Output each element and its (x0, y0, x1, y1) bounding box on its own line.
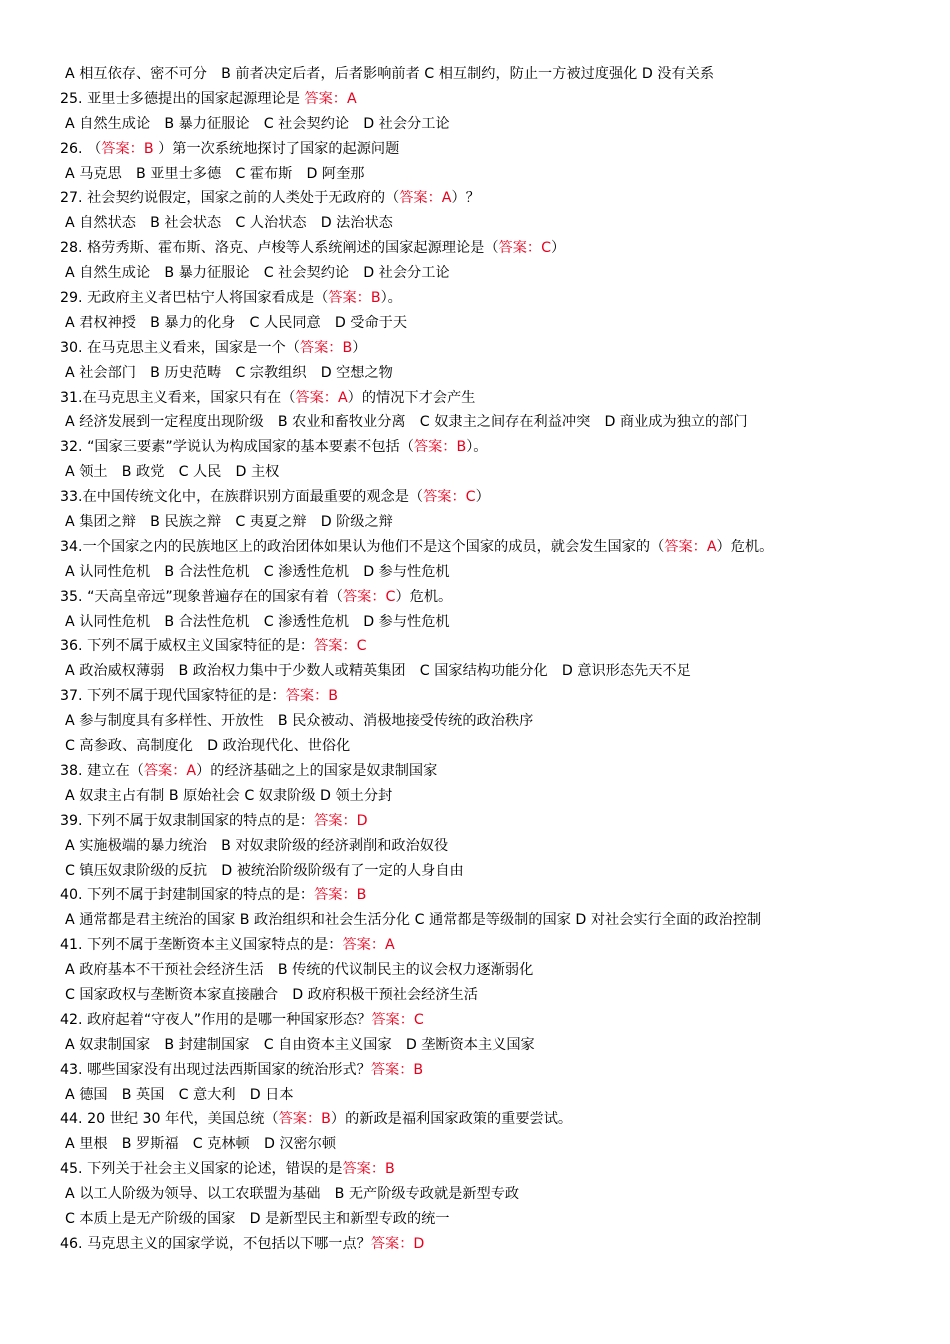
option-line (60, 734, 935, 759)
line-text: 33.在中国传统文化中，在族群识别方面最重要的观念是（ (60, 489, 424, 506)
line-text: 39. 下列不属于奴隶制国家的特点的是： (60, 812, 315, 829)
option-line (60, 859, 935, 884)
line-text: A 政府基本不干预社会经济生活 B 传统的代议制民主的议会权力逐渐弱化 (65, 962, 534, 979)
line-text: 29. 无政府主义者巴枯宁人将国家看成是（ (60, 290, 329, 307)
line-text: C 镇压奴隶阶级的反抗 D 被统治阶级阶级有了一定的人身自由 (65, 862, 464, 879)
line-text: 43. 哪些国家没有出现过法西斯国家的统治形式？ (60, 1061, 371, 1078)
answer-text: 答案：A (664, 538, 717, 555)
line-text: ）。 (466, 439, 488, 456)
line-text: A 君权神授 B 暴力的化身 C 人民同意 D 受命于天 (65, 314, 408, 331)
line-text: ）危机。 (395, 588, 453, 605)
question-line (60, 634, 935, 659)
line-text: A 集团之辩 B 民族之辩 C 夷夏之辩 D 阶级之辩 (65, 514, 393, 531)
line-text: ）的情况下才会产生 (347, 389, 476, 406)
question-line (60, 883, 935, 908)
option-line (60, 958, 935, 983)
line-text: A 马克思 B 亚里士多德 C 霍布斯 D 阿奎那 (65, 165, 365, 182)
line-text: C 高参政、高制度化 D 政治现代化、世俗化 (65, 738, 351, 755)
line-text: A 自然生成论 B 暴力征服论 C 社会契约论 D 社会分工论 (65, 265, 450, 282)
line-text: ）的经济基础之上的国家是奴隶制国家 (196, 762, 438, 779)
line-text: 35. “天高皇帝远”现象普遍存在的国家有着（ (60, 588, 343, 605)
option-line (60, 211, 935, 236)
line-text: A 通常都是君主统治的国家 B 政治组织和社会生活分化 C 通常都是等级制的国家 D 对社会实行全面的政治控制 (65, 912, 762, 929)
question-line (60, 236, 935, 261)
line-text: A 参与制度具有多样性、开放性 B 民众被动、消极地接受传统的政治秩序 (65, 713, 534, 730)
option-line (60, 1033, 935, 1058)
line-text: 26. （ (60, 140, 102, 157)
line-text: 25. 亚里士多德提出的国家起源理论是 (60, 90, 305, 107)
answer-text: 答案：B (285, 688, 338, 705)
question-line (60, 1107, 935, 1132)
line-text: ） (551, 240, 566, 257)
question-line (60, 386, 935, 411)
answer-text: 答案：B (314, 887, 367, 904)
line-text: 45. 下列关于社会主义国家的论述，错误的是 (60, 1161, 343, 1178)
line-text: A 奴隶制国家 B 封建制国家 C 自由资本主义国家 D 垄断资本主义国家 (65, 1036, 535, 1053)
line-text: 28. 格劳秀斯、霍布斯、洛克、卢梭等人系统阐述的国家起源理论是（ (60, 240, 499, 257)
question-line (60, 1008, 935, 1033)
line-text: A 以工人阶级为领导、以工农联盟为基础 B 无产阶级专政就是新型专政 (65, 1186, 520, 1203)
answer-text: 答案：B (328, 290, 381, 307)
line-text: 40. 下列不属于封建制国家的特点的是： (60, 887, 315, 904)
answer-text: 答案：C (498, 240, 551, 257)
option-line (60, 1207, 935, 1232)
line-text: 34.一个国家之内的民族地区上的政治团体如果认为他们不是这个国家的成员，就会发生国家的（ (60, 538, 665, 555)
line-text: 41. 下列不属于垄断资本主义国家特点的是： (60, 937, 343, 954)
question-line (60, 535, 935, 560)
answer-text: 答案：A (304, 90, 357, 107)
option-line (60, 112, 935, 137)
option-line (60, 361, 935, 386)
option-line (60, 162, 935, 187)
line-text: 42. 政府起着“守夜人”作用的是哪一种国家形态？ (60, 1011, 372, 1028)
answer-text: 答案：B (101, 140, 159, 157)
line-text: ） (352, 339, 367, 356)
question-line (60, 435, 935, 460)
question-line (60, 87, 935, 112)
line-text: A 经济发展到一定程度出现阶级 B 农业和畜牧业分离 C 奴隶主之间存在利益冲突 D 商业成为独立的部门 (65, 414, 748, 431)
line-text: ）危机。 (716, 538, 774, 555)
option-line (60, 1083, 935, 1108)
option-line (60, 1132, 935, 1157)
question-line (60, 1058, 935, 1083)
line-text: C 本质上是无产阶级的国家 D 是新型民主和新型专政的统一 (65, 1210, 450, 1227)
line-text: 30. 在马克思主义看来，国家是一个（ (60, 339, 300, 356)
option-line (60, 784, 935, 809)
question-line (60, 137, 935, 162)
question-line (60, 809, 935, 834)
line-text: ）。 (380, 290, 402, 307)
document-body (60, 62, 935, 1257)
line-text: 27. 社会契约说假定，国家之前的人类处于无政府的（ (60, 190, 400, 207)
question-line (60, 336, 935, 361)
answer-text: 答案：A (342, 937, 395, 954)
answer-text: 答案：C (342, 588, 396, 605)
line-text: 32. “国家三要素”学说认为构成国家的基本要素不包括（ (60, 439, 414, 456)
option-line (60, 659, 935, 684)
option-line (60, 908, 935, 933)
option-line (60, 261, 935, 286)
question-line (60, 684, 935, 709)
line-text: C 国家政权与垄断资本家直接融合 D 政府积极干预社会经济生活 (65, 986, 478, 1003)
line-text: A 自然生成论 B 暴力征服论 C 社会契约论 D 社会分工论 (65, 115, 450, 132)
line-text: A 自然状态 B 社会状态 C 人治状态 D 法治状态 (65, 215, 393, 232)
answer-text: 答案：C (371, 1011, 424, 1028)
line-text: A 里根 B 罗斯福 C 克林顿 D 汉密尔顿 (65, 1136, 337, 1153)
option-line (60, 510, 935, 535)
answer-text: 答案：A (295, 389, 348, 406)
option-line (60, 1182, 935, 1207)
line-text: A 政治威权薄弱 B 政治权力集中于少数人或精英集团 C 国家结构功能分化 D 意识形态先天不足 (65, 663, 691, 680)
line-text: 31.在马克思主义看来，国家只有在（ (60, 389, 296, 406)
line-text: ）？ (451, 190, 480, 207)
answer-text: 答案：B (299, 339, 353, 356)
line-text: ）第一次系统地探讨了国家的起源问题 (158, 140, 400, 157)
question-line (60, 1232, 935, 1257)
option-line (60, 834, 935, 859)
line-text: A 认同性危机 B 合法性危机 C 渗透性危机 D 参与性危机 (65, 563, 450, 580)
question-line (60, 186, 935, 211)
question-line (60, 1157, 935, 1182)
option-line (60, 410, 935, 435)
line-text: A 社会部门 B 历史范畴 C 宗教组织 D 空想之物 (65, 364, 393, 381)
line-text: 38. 建立在（ (60, 762, 144, 779)
answer-text: 答案：B (370, 1061, 424, 1078)
line-text: 44. 20 世纪 30 年代，美国总统（ (60, 1111, 279, 1128)
answer-text: 答案：A (399, 190, 452, 207)
line-text: A 实施极端的暴力统治 B 对奴隶阶级的经济剥削和政治奴役 (65, 837, 449, 854)
option-line (60, 62, 935, 87)
answer-text: 答案：B (278, 1111, 331, 1128)
option-line (60, 983, 935, 1008)
question-line (60, 933, 935, 958)
answer-text: 答案：D (314, 812, 368, 829)
line-text: A 奴隶主占有制 B 原始社会 C 奴隶阶级 D 领土分封 (65, 787, 393, 804)
question-line (60, 585, 935, 610)
line-text: 46. 马克思主义的国家学说，不包括以下哪一点？ (60, 1235, 371, 1252)
line-text: 36. 下列不属于威权主义国家特征的是： (60, 638, 315, 655)
line-text: ）的新政是福利国家政策的重要尝试。 (330, 1111, 573, 1128)
answer-text: 答案：B (413, 439, 467, 456)
line-text: A 德国 B 英国 C 意大利 D 日本 (65, 1086, 294, 1103)
line-text: A 认同性危机 B 合法性危机 C 渗透性危机 D 参与性危机 (65, 613, 450, 630)
answer-text: 答案：D (370, 1235, 425, 1252)
option-line (60, 709, 935, 734)
line-text: A 相互依存、密不可分 B 前者决定后者，后者影响前者 C 相互制约，防止一方被过度强化 D 没有关系 (65, 66, 715, 82)
line-text: A 领土 B 政党 C 人民 D 主权 (65, 464, 280, 481)
answer-text: 答案：C (423, 489, 476, 506)
option-line (60, 311, 935, 336)
option-line (60, 610, 935, 635)
answer-text: 答案：C (314, 638, 367, 655)
line-text: 37. 下列不属于现代国家特征的是： (60, 688, 286, 705)
answer-text: 答案：B (342, 1161, 395, 1178)
option-line (60, 460, 935, 485)
question-line (60, 485, 935, 510)
question-line (60, 286, 935, 311)
question-line (60, 759, 935, 784)
option-line (60, 560, 935, 585)
answer-text: 答案：A (143, 762, 197, 779)
line-text: ） (475, 489, 490, 506)
